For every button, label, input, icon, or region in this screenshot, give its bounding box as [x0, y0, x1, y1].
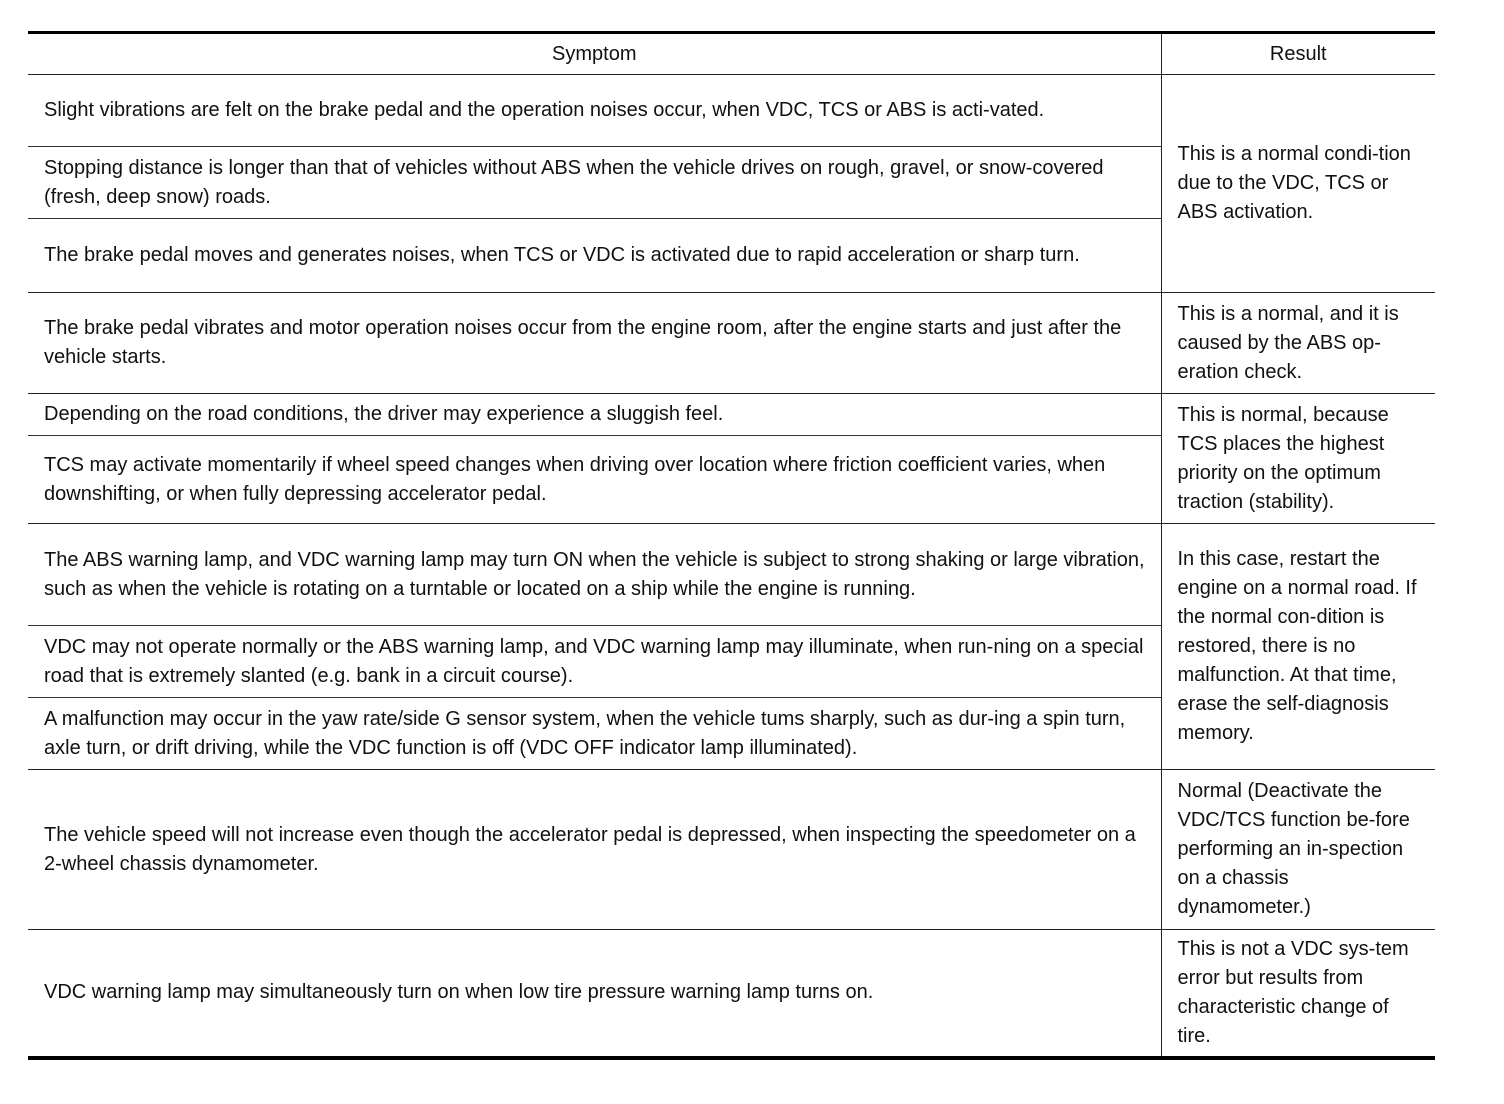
symptom-cell: A malfunction may occur in the yaw rate/side G sensor system, when the vehicle tums sharply, such as dur-ing a spin turn, axle turn, or drift driving, while the VDC function is off (VDC OFF indicator lamp illuminated). — [28, 698, 1161, 770]
symptom-cell: The brake pedal vibrates and motor operation noises occur from the engine room, after the engine starts and just after the vehicle starts. — [28, 293, 1161, 394]
symptom-cell: VDC may not operate normally or the ABS warning lamp, and VDC warning lamp may illuminate, when run-ning on a special road that is extremely slanted (e.g. bank in a circuit course). — [28, 626, 1161, 698]
table-row — [28, 930, 1435, 1058]
result-cell: Normal (Deactivate the VDC/TCS function be-fore performing an in-spection on a chassis dynamometer.) — [1161, 770, 1435, 930]
result-cell: In this case, restart the engine on a normal road. If the normal con-dition is restored, there is no malfunction. At that time, erase the self-diagnosis memory. — [1161, 524, 1435, 770]
table-header-row — [28, 33, 1435, 75]
symptom-result-table — [28, 31, 1435, 1060]
symptom-cell: TCS may activate momentarily if wheel speed changes when driving over location where friction coefficient varies, when downshifting, or when fully depressing accelerator pedal. — [28, 436, 1161, 524]
symptom-cell: The vehicle speed will not increase even though the accelerator pedal is depressed, when inspecting the speedometer on a 2-wheel chassis dynamometer. — [28, 770, 1161, 930]
result-cell: This is a normal, and it is caused by the ABS op-eration check. — [1161, 293, 1435, 394]
symptom-result-table-container — [28, 31, 1435, 1060]
symptom-cell: VDC warning lamp may simultaneously turn on when low tire pressure warning lamp turns on. — [28, 930, 1161, 1058]
result-column-header: Result — [1161, 33, 1435, 75]
symptom-column-header: Symptom — [552, 42, 637, 65]
result-cell: This is a normal condi-tion due to the VDC, TCS or ABS activation. — [1161, 75, 1435, 293]
table-row — [28, 524, 1435, 626]
symptom-cell: Slight vibrations are felt on the brake pedal and the operation noises occur, when VDC, TCS or ABS is acti-vated. — [28, 75, 1161, 147]
table-row — [28, 293, 1435, 394]
result-cell: This is normal, because TCS places the highest priority on the optimum traction (stability). — [1161, 394, 1435, 524]
table-row — [28, 394, 1435, 436]
table-row — [28, 75, 1435, 147]
symptom-cell: The brake pedal moves and generates noises, when TCS or VDC is activated due to rapid acceleration or sharp turn. — [28, 219, 1161, 293]
symptom-cell: Stopping distance is longer than that of vehicles without ABS when the vehicle drives on rough, gravel, or snow-covered (fresh, deep snow) roads. — [28, 147, 1161, 219]
result-cell: This is not a VDC sys-tem error but results from characteristic change of tire. — [1161, 930, 1435, 1058]
table-row — [28, 770, 1435, 930]
symptom-cell: Depending on the road conditions, the driver may experience a sluggish feel. — [28, 394, 1161, 436]
symptom-cell: The ABS warning lamp, and VDC warning lamp may turn ON when the vehicle is subject to strong shaking or large vibration, such as when the vehicle is rotating on a turntable or located on a ship while the engine is running. — [28, 524, 1161, 626]
